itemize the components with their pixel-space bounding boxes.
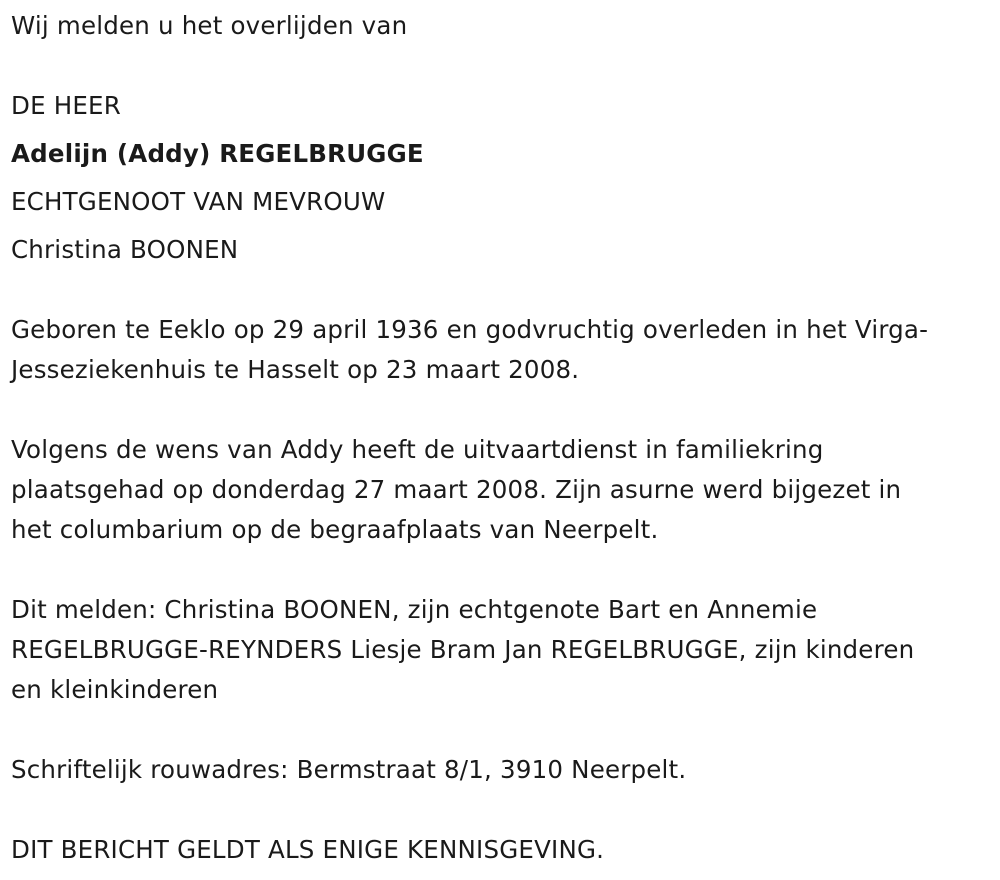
spouse-name: Christina BOONEN: [11, 235, 239, 264]
announcers-line: Dit melden: Christina BOONEN, zijn echtgenote Bart en Annemie: [11, 595, 818, 624]
deceased-name: Adelijn (Addy) REGELBRUGGE: [11, 139, 424, 168]
intro-text: Wij melden u het overlijden van: [11, 11, 408, 40]
spouse-label: ECHTGENOOT VAN MEVROUW: [11, 187, 386, 216]
service-line: Volgens de wens van Addy heeft de uitvaartdienst in familiekring: [11, 435, 824, 464]
announcers-line: REGELBRUGGE-REYNDERS Liesje Bram Jan REGELBRUGGE, zijn kinderen: [11, 635, 915, 664]
service-line: het columbarium op de begraafplaats van Neerpelt.: [11, 515, 659, 544]
birth-death-line: Jesseziekenhuis te Hasselt op 23 maart 2008.: [11, 355, 580, 384]
birth-death-line: Geboren te Eeklo op 29 april 1936 en godvruchtig overleden in het Virga-: [11, 315, 929, 344]
title-prefix: DE HEER: [11, 91, 121, 120]
closing-statement: DIT BERICHT GELDT ALS ENIGE KENNISGEVING.: [11, 835, 605, 864]
service-line: plaatsgehad op donderdag 27 maart 2008. Zijn asurne werd bijgezet in: [11, 475, 902, 504]
announcers-line: en kleinkinderen: [11, 675, 219, 704]
mourning-address: Schriftelijk rouwadres: Bermstraat 8/1, 3910 Neerpelt.: [11, 755, 687, 784]
